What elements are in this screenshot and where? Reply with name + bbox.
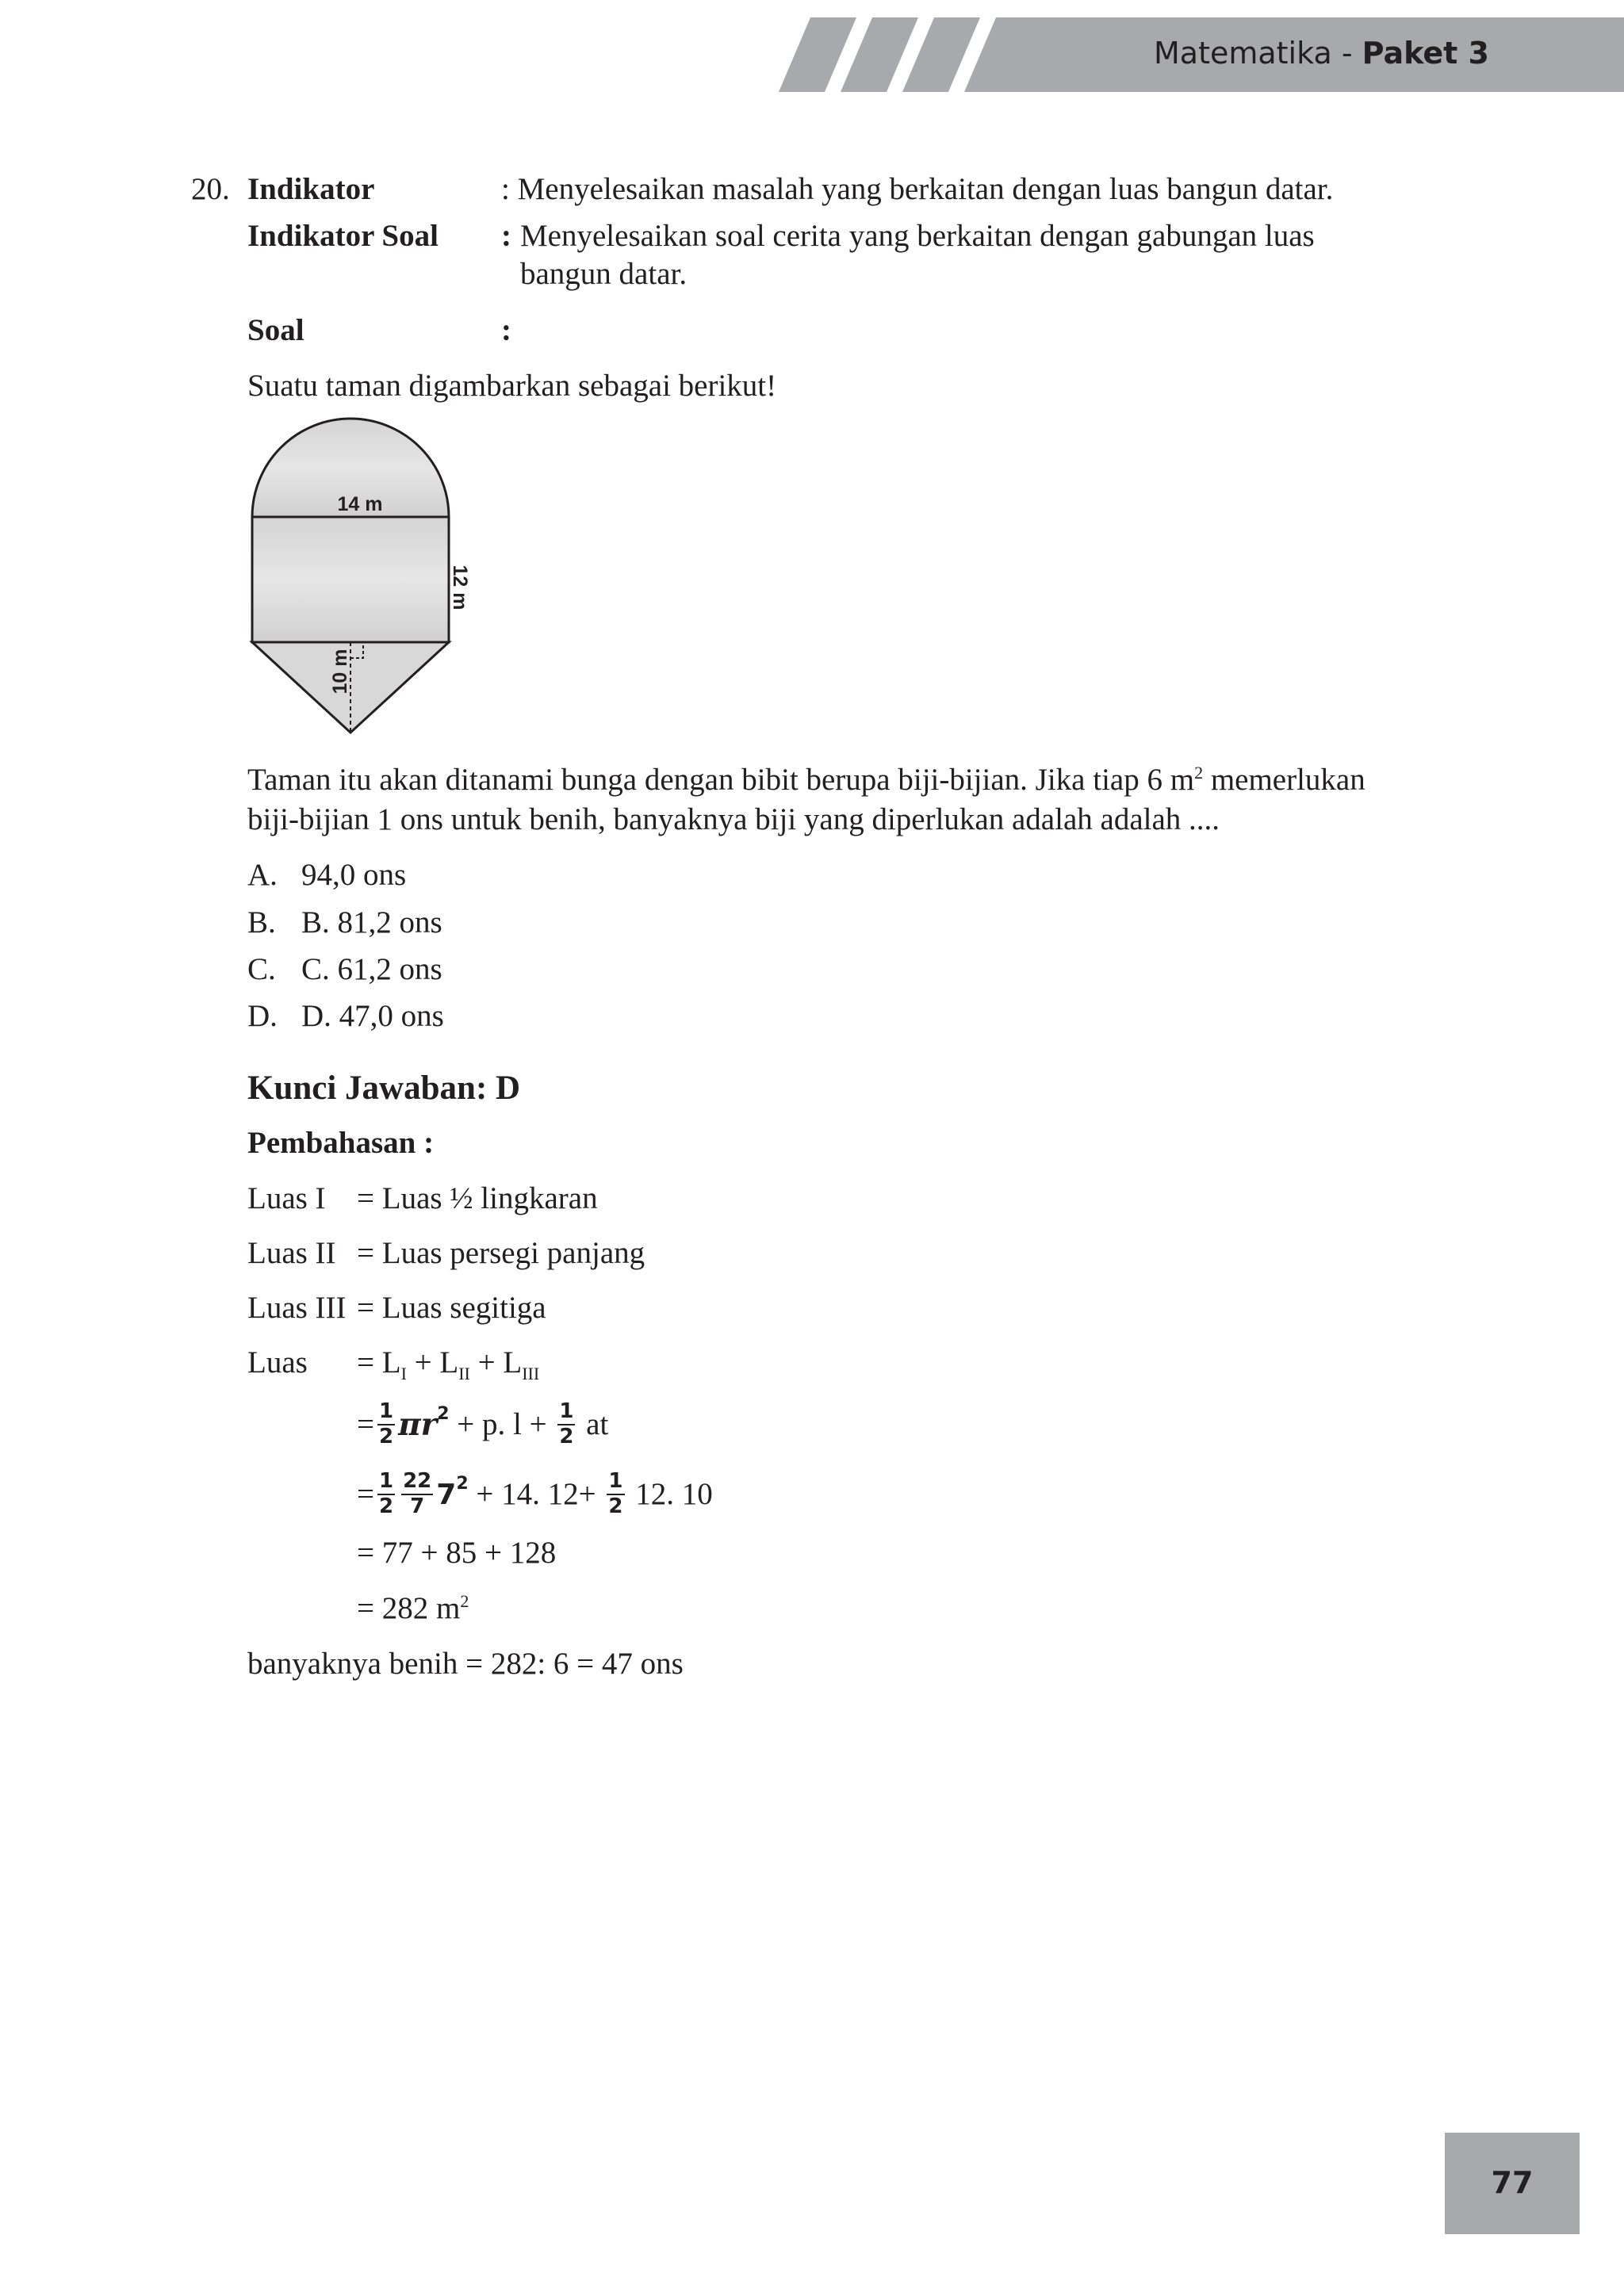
luas2-label: Luas II [247, 1236, 336, 1270]
fraction-one-half: $\frac{1}{2}$ [379, 1469, 394, 1518]
header-subject: Matematika - [1154, 36, 1362, 71]
soal-label: Soal [247, 313, 304, 347]
question-number: 20. [191, 172, 230, 206]
indikator-soal-label: Indikator Soal [247, 219, 439, 253]
option-d-letter: D. [247, 999, 278, 1033]
option-c-letter: C. [247, 952, 276, 986]
fraction-half-2: $\frac{1}{2}$ [559, 1399, 574, 1448]
luas1-label: Luas I [247, 1181, 326, 1215]
soal-body-sup: 2 [1194, 763, 1204, 783]
label-width: 14 m [337, 493, 383, 515]
fraction-22-7: $\frac{22}{7}$ [403, 1469, 432, 1518]
indikator-text: : Menyelesaikan masalah yang berkaitan dengan luas bangun datar. [501, 172, 1334, 206]
option-a-text: 94,0 ons [301, 858, 407, 892]
luas2-text: = Luas persegi panjang [357, 1236, 645, 1270]
soal-body-line2: biji-bijian 1 ons untuk benih, banyaknya biji yang diperlukan adalah adalah .... [247, 802, 1220, 836]
option-d-text: D. 47,0 ons [301, 999, 444, 1033]
garden-figure [238, 412, 492, 745]
answer-key: Kunci Jawaban: D [247, 1070, 521, 1107]
rectangle-shape [252, 517, 449, 642]
option-b-letter: B. [247, 905, 276, 939]
indikator-soal-line2: bangun datar. [520, 257, 688, 291]
soal-intro: Suatu taman digambarkan sebagai berikut! [247, 369, 777, 403]
final-answer: banyaknya benih = 282: 6 = 47 ons [247, 1647, 684, 1681]
label-triangle: 10 m [329, 649, 351, 695]
header-package: Paket 3 [1362, 36, 1489, 71]
indikator-label: Indikator [247, 172, 375, 206]
luas1-text: = Luas ½ lingkaran [357, 1181, 598, 1215]
fraction-half-3: $\frac{1}{2}$ [608, 1469, 623, 1518]
step1-formula: = $\frac{1}{2}$ πr $^2$ + p. l + $\frac{1}{2}$ at [357, 1399, 609, 1448]
indikator-soal-colon: : [501, 219, 511, 253]
label-height: 12 m [449, 564, 471, 610]
header-title [1154, 35, 1489, 73]
step3: = 77 + 85 + 128 [357, 1536, 557, 1570]
luas3-text: = Luas segitiga [357, 1291, 546, 1325]
soal-body-line1-b: memerlukan [1203, 763, 1365, 797]
fraction-half: $\frac{1}{2}$ [379, 1399, 394, 1448]
soal-colon: : [501, 313, 511, 347]
step4: = 282 $m^2$ [357, 1591, 469, 1625]
luas3-label: Luas III [247, 1291, 347, 1325]
soal-body-line1 [247, 761, 1365, 800]
page-number: 77 [1445, 2133, 1580, 2234]
option-b-text: B. 81,2 ons [301, 905, 442, 939]
option-c-text: C. 61,2 ons [301, 952, 442, 986]
option-a-letter: A. [247, 858, 278, 892]
luas-sum: = $L_I + L_{II} + L_{III}$ [357, 1345, 540, 1383]
luas-label: Luas [247, 1345, 308, 1380]
step2-formula: = $\frac{1}{2}$ $\frac{22}{7}$ 7 $^2$ + 14. 12+ $\frac{1}{2}$ 12. 10 [357, 1469, 713, 1518]
pembahasan-heading: Pembahasan : [247, 1126, 435, 1160]
indikator-soal-line1: Menyelesaikan soal cerita yang berkaitan dengan gabungan luas [520, 219, 1315, 253]
soal-body-line1-a: Taman itu akan ditanami bunga dengan bibit berupa biji-bijian. Jika tiap 6 m [247, 763, 1195, 797]
